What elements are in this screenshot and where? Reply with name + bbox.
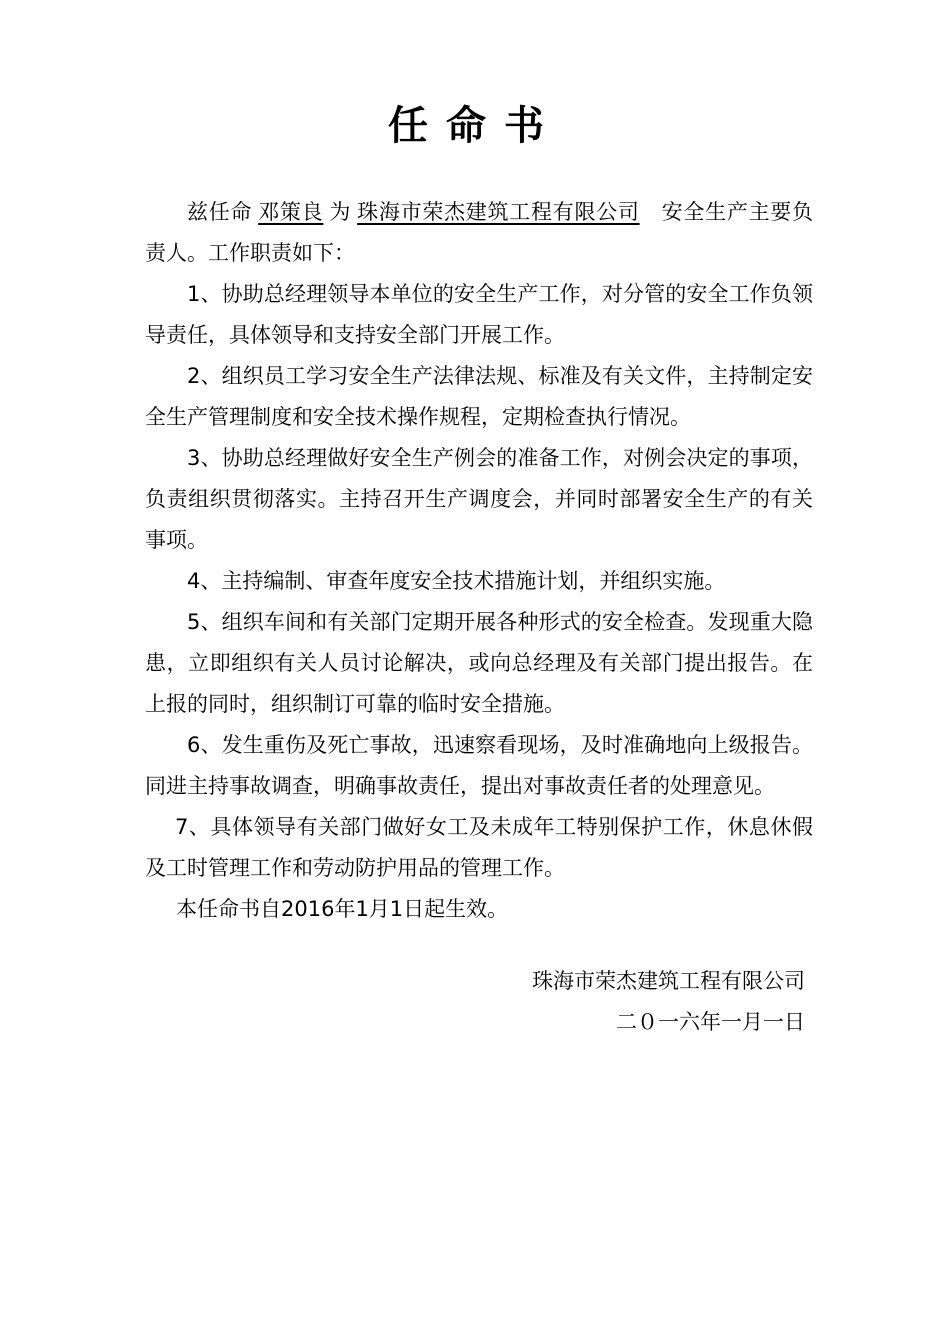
signature-organization: 珠海市荣杰建筑工程有限公司 (532, 969, 805, 993)
document-body (145, 192, 813, 930)
intro-paragraph (145, 192, 813, 274)
company-name-field: 珠海市荣杰建筑工程有限公司 (357, 200, 640, 224)
effective-statement: 本任命书自2016年1月1日起生效。 (176, 897, 509, 921)
duty-item: 2、组织员工学习安全生产法律法规、标准及有关文件，主持制定安全生产管理制度和安全技术操作规程，定期检查执行情况。 (145, 364, 813, 429)
duty-item: 3、协助总经理做好安全生产例会的准备工作，对例会决定的事项，负责组织贯彻落实。主持召开生产调度会，并同时部署安全生产的有关事项。 (145, 446, 813, 552)
duty-item: 7、具体领导有关部门做好女工及未成年工特别保护工作，休息休假及工时管理工作和劳动防护用品的管理工作。 (145, 815, 813, 880)
signature-date: 二０一六年一月一日 (616, 1010, 805, 1034)
duty-item: 1、协助总经理领导本单位的安全生产工作，对分管的安全工作负领导责任，具体领导和支持安全部门开展工作。 (145, 282, 813, 347)
document-title: 任命书 (388, 102, 562, 149)
duty-item: 4、主持编制、审查年度安全技术措施计划，并组织实施。 (187, 569, 726, 593)
appointee-name: 邓策良 (258, 200, 324, 224)
duty-item: 6、发生重伤及死亡事故，迅速察看现场，及时准确地向上级报告。同进主持事故调查，明确事故责任，提出对事故责任者的处理意见。 (145, 733, 813, 798)
intro-suffix: 安全生产主要负责人。工作职责如下： (145, 200, 814, 265)
intro-prefix: 兹任命 (187, 200, 253, 224)
intro-wei: 为 (329, 200, 352, 224)
duty-item: 5、组织车间和有关部门定期开展各种形式的安全检查。发现重大隐患，立即组织有关人员讨论解决，或向总经理及有关部门提出报告。在上报的同时，组织制订可靠的临时安全措施。 (145, 610, 813, 716)
